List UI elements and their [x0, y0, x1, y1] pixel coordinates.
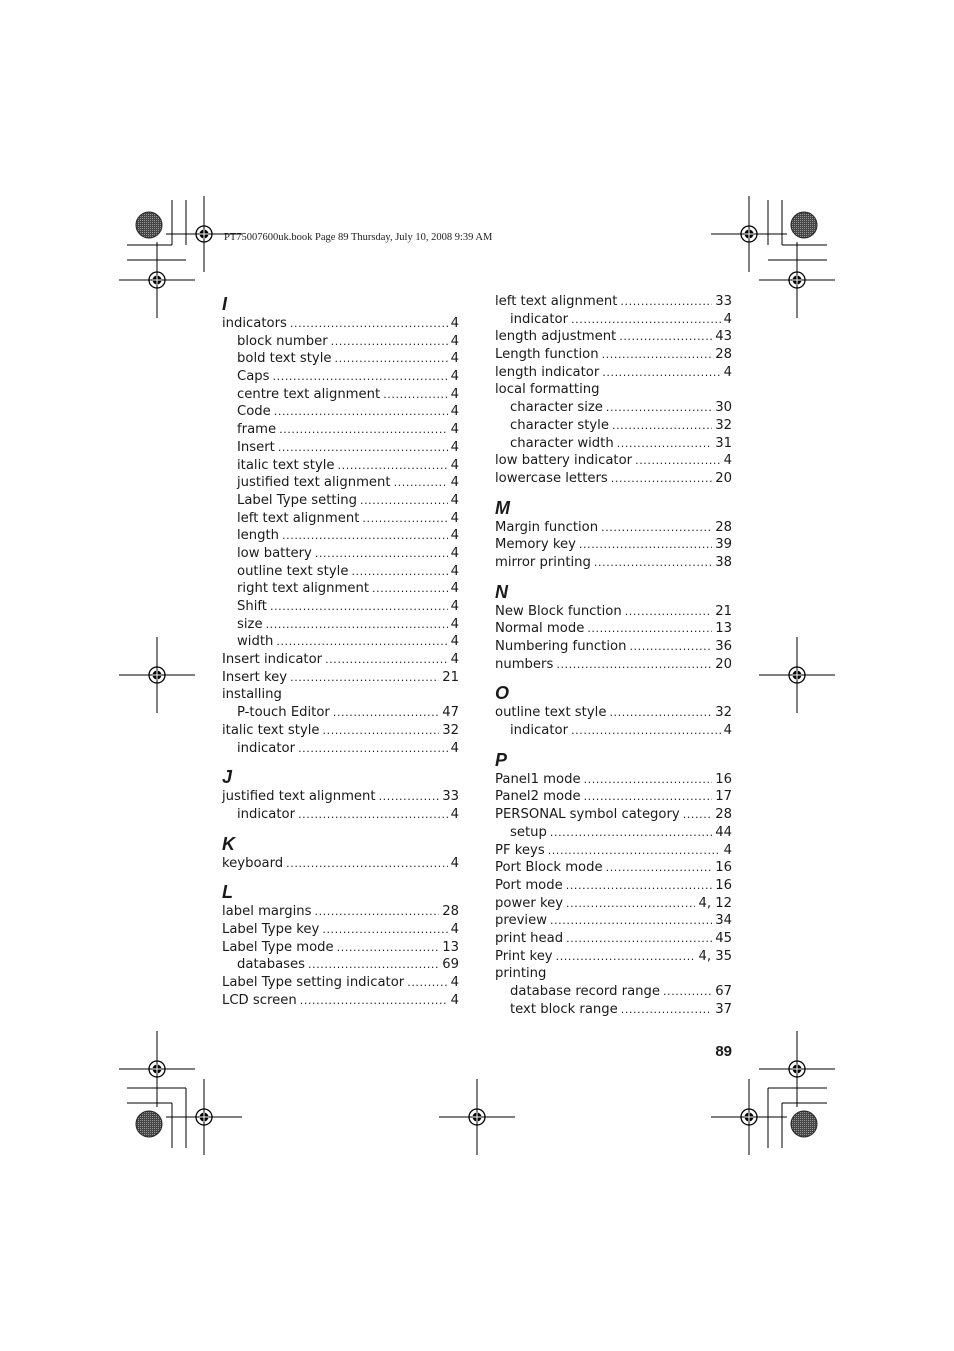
entry-page: 4: [450, 806, 459, 822]
crosshair-icon: [759, 1031, 835, 1107]
dot-leader: [298, 740, 448, 758]
entry-page: 4: [450, 510, 459, 526]
entry-term: centre text alignment: [237, 386, 381, 402]
entry-term: justified text alignment: [237, 475, 391, 491]
dot-leader: [617, 435, 713, 453]
index-subentry: [222, 474, 459, 492]
dot-leader: [338, 457, 448, 475]
dot-leader: [351, 563, 447, 581]
entry-page: 4: [450, 740, 459, 756]
entry-page: 28: [715, 807, 732, 823]
index-subentry: [495, 399, 732, 417]
dot-leader: [587, 620, 712, 638]
entry-term: PF keys: [495, 842, 545, 858]
section-letter: P: [495, 749, 508, 770]
index-entry: [222, 669, 459, 687]
dot-leader: [566, 877, 712, 895]
entry-page: 16: [715, 860, 732, 876]
index-entry: [495, 948, 732, 966]
entry-term: print head: [495, 930, 564, 946]
entry-term: Panel2 mode: [495, 789, 581, 805]
index-subentry: [495, 1001, 732, 1019]
entry-page: 20: [715, 656, 732, 672]
entry-page: 4: [450, 333, 459, 349]
index-subentry: [495, 435, 732, 453]
index-entry: [222, 974, 459, 992]
index-entry: [495, 842, 732, 860]
entry-term: preview: [495, 913, 547, 929]
dot-leader: [602, 364, 720, 382]
dot-leader: [620, 293, 712, 311]
dot-leader: [278, 439, 448, 457]
dot-leader: [612, 417, 712, 435]
dot-leader: [286, 855, 447, 873]
index-subentry: [222, 386, 459, 404]
index-entry: [495, 788, 732, 806]
entry-term: Caps: [237, 369, 270, 385]
entry-term: bold text style: [237, 351, 332, 367]
entry-page: 4, 12: [698, 895, 732, 911]
dot-leader: [611, 470, 712, 488]
dot-leader: [571, 722, 721, 740]
entry-term: P-touch Editor: [237, 705, 330, 721]
dot-leader: [394, 474, 448, 492]
entry-term: Normal mode: [495, 621, 585, 637]
dot-leader: [335, 350, 448, 368]
index-subentry: [222, 545, 459, 563]
index-subentry: [495, 722, 732, 740]
index-entry: [495, 930, 732, 948]
entry-term: installing: [222, 687, 282, 703]
dot-leader: [333, 704, 439, 722]
entry-term: LCD screen: [222, 992, 297, 1008]
entry-term: low battery indicator: [495, 453, 633, 469]
crosshair-icon: [711, 196, 787, 272]
entry-page: 4: [450, 369, 459, 385]
index-entry: [222, 788, 459, 806]
dot-leader: [566, 930, 712, 948]
index-subentry: [222, 333, 459, 351]
dot-leader: [606, 399, 712, 417]
index-entry: [495, 638, 732, 656]
entry-term: local formatting: [495, 382, 600, 398]
index-entry: [495, 877, 732, 895]
entry-page: 4: [450, 599, 459, 614]
index-section: [495, 682, 732, 739]
entry-page: 4: [450, 457, 459, 473]
page-number: 89: [715, 1043, 732, 1060]
dot-leader: [279, 421, 448, 439]
entry-page: 4: [450, 439, 459, 455]
entry-page: 4: [450, 386, 459, 402]
index-subentry: [222, 421, 459, 439]
dot-leader: [308, 956, 439, 974]
dot-leader: [274, 403, 448, 421]
entry-term: Label Type mode: [222, 939, 334, 955]
entry-term: character style: [510, 417, 609, 433]
entry-page: 4: [723, 364, 732, 380]
entry-term: indicator: [510, 723, 569, 739]
entry-page: 30: [715, 400, 732, 416]
section-letter: L: [222, 882, 233, 903]
entry-page: 4: [450, 475, 459, 491]
entry-page: 37: [715, 1001, 732, 1017]
dot-leader: [383, 386, 447, 404]
entry-page: 4: [723, 453, 732, 469]
entry-page: 39: [715, 537, 732, 553]
dot-leader: [556, 656, 712, 674]
index-entry: [495, 620, 732, 638]
index-entry: [495, 470, 732, 488]
entry-term: Insert indicator: [222, 652, 323, 668]
entry-page: 4: [450, 855, 459, 871]
entry-term: left text alignment: [237, 510, 360, 526]
dot-leader: [360, 492, 448, 510]
dot-leader: [325, 651, 448, 669]
entry-page: 47: [442, 705, 459, 721]
entry-page: 4: [450, 616, 459, 632]
entry-term: PERSONAL symbol category: [495, 807, 680, 823]
entry-page: 4: [450, 563, 459, 579]
entry-term: lowercase letters: [495, 470, 608, 486]
entry-page: 4: [450, 975, 459, 990]
entry-term: block number: [237, 333, 328, 349]
entry-page: 38: [715, 554, 732, 570]
entry-page: 4: [450, 992, 459, 1008]
entry-term: Length function: [495, 347, 599, 363]
index-entry: [495, 346, 732, 364]
print-header: PT75007600uk.book Page 89 Thursday, July 10, 2008 9:39 AM: [224, 232, 493, 243]
crosshair-icon: [711, 1079, 787, 1155]
entry-term: Numbering function: [495, 639, 627, 654]
entry-page: 69: [442, 957, 459, 973]
entry-term: numbers: [495, 656, 554, 672]
entry-term: Label Type setting: [237, 492, 357, 508]
index-entry: [495, 806, 732, 824]
index-entry: [495, 293, 732, 311]
dot-leader: [290, 669, 439, 687]
entry-term: Panel1 mode: [495, 771, 581, 787]
section-letter: O: [495, 683, 510, 704]
index-entry: [495, 656, 732, 674]
index-subentry: [222, 580, 459, 598]
dot-leader: [635, 452, 721, 470]
entry-page: 28: [715, 519, 732, 535]
entry-page: 4: [450, 652, 459, 668]
dot-leader: [407, 974, 447, 992]
entry-page: 44: [715, 824, 732, 840]
index-entry: [495, 452, 732, 470]
entry-page: 4: [450, 634, 459, 650]
entry-term: power key: [495, 895, 564, 911]
entry-page: 4: [450, 528, 459, 544]
entry-term: indicator: [237, 806, 296, 822]
index-subentry: [222, 956, 459, 974]
dot-leader: [550, 912, 712, 930]
dot-leader: [663, 983, 712, 1001]
dot-leader: [331, 333, 448, 351]
entry-page: 33: [442, 789, 459, 805]
section-letter: J: [222, 767, 233, 788]
entry-page: 21: [442, 669, 459, 685]
dot-leader: [571, 311, 721, 329]
entry-page: 28: [442, 904, 459, 920]
entry-page: 4: [450, 492, 459, 508]
entry-term: length adjustment: [495, 329, 617, 345]
crosshair-icon: [759, 242, 835, 318]
index-entry: [495, 536, 732, 554]
entry-page: 32: [715, 705, 732, 721]
index-subentry: [222, 368, 459, 386]
index-entry: [495, 859, 732, 877]
entry-page: 4: [450, 581, 459, 597]
entry-term: Insert: [237, 439, 275, 455]
index-entry: [495, 895, 732, 913]
index-entry: [495, 364, 732, 382]
dot-leader: [323, 722, 440, 740]
index-entry: [222, 903, 459, 921]
dot-leader: [609, 704, 712, 722]
index-subentry: [222, 492, 459, 510]
crosshair-icon: [119, 637, 195, 713]
entry-term: low battery: [237, 545, 312, 561]
index-section: [495, 293, 732, 488]
index-subentry: [222, 740, 459, 758]
crosshair-icon: [759, 637, 835, 713]
dot-leader: [579, 536, 712, 554]
entry-page: 32: [442, 722, 459, 738]
entry-term: Port Block mode: [495, 860, 603, 876]
index-entry: [495, 912, 732, 930]
entry-term: right text alignment: [237, 581, 370, 597]
entry-term: frame: [237, 422, 277, 438]
index-entry: [495, 328, 732, 346]
index-entry: [495, 381, 732, 399]
entry-term: Margin function: [495, 519, 599, 535]
index-subentry: [222, 633, 459, 651]
index-entry: [222, 651, 459, 669]
entry-term: italic text style: [222, 722, 320, 738]
dot-leader: [290, 315, 448, 333]
index-entry: [495, 554, 732, 572]
index-entry: [495, 519, 732, 537]
section-letter: N: [495, 581, 508, 602]
dot-leader: [548, 842, 721, 860]
entry-term: Print key: [495, 948, 553, 964]
dot-leader: [594, 554, 712, 572]
index-subentry: [495, 311, 732, 329]
index-subentry: [222, 806, 459, 824]
dot-leader: [270, 598, 448, 616]
dot-leader: [266, 616, 448, 634]
index-section: [495, 749, 732, 1019]
index-subentry: [222, 457, 459, 475]
index-subentry: [222, 616, 459, 634]
entry-term: Label Type setting indicator: [222, 975, 405, 990]
entry-page: 21: [715, 603, 732, 619]
crosshair-icon: [166, 1079, 242, 1155]
index-section: [222, 293, 459, 757]
index-subentry: [495, 824, 732, 842]
entry-page: 13: [442, 939, 459, 955]
index-entry: [222, 992, 459, 1010]
index-subentry: [222, 704, 459, 722]
entry-page: 13: [715, 621, 732, 637]
entry-term: indicators: [222, 316, 287, 331]
entry-page: 34: [715, 913, 732, 929]
entry-page: 20: [715, 470, 732, 486]
index-column-right: [495, 293, 732, 1018]
index-subentry: [222, 527, 459, 545]
index-entry: [495, 603, 732, 621]
entry-term: New Block function: [495, 603, 622, 619]
section-letter: M: [495, 497, 510, 518]
dot-leader: [322, 921, 447, 939]
entry-page: 4: [723, 311, 732, 327]
entry-term: databases: [237, 957, 306, 973]
dot-leader: [629, 638, 712, 656]
index-subentry: [222, 439, 459, 457]
dot-leader: [683, 806, 712, 824]
dot-leader: [621, 1001, 712, 1019]
index-entry: [222, 315, 459, 333]
section-letter: I: [222, 294, 228, 314]
entry-page: 45: [715, 930, 732, 946]
entry-page: 36: [715, 639, 732, 654]
dot-leader: [298, 806, 448, 824]
dot-leader: [315, 545, 448, 563]
entry-page: 4: [450, 316, 459, 331]
dot-leader: [273, 368, 448, 386]
entry-page: 4: [450, 351, 459, 367]
index-entry: [222, 921, 459, 939]
index-section: [222, 766, 459, 823]
entry-term: outline text style: [495, 705, 607, 721]
index-subentry: [222, 350, 459, 368]
entry-page: 16: [715, 877, 732, 893]
entry-page: 4: [723, 723, 732, 739]
entry-term: printing: [495, 966, 547, 982]
section-letter: K: [222, 833, 235, 854]
dot-leader: [550, 824, 712, 842]
entry-term: keyboard: [222, 855, 284, 871]
index-subentry: [222, 563, 459, 581]
crosshair-icon: [439, 1079, 515, 1155]
entry-term: length: [237, 528, 280, 544]
dot-leader: [556, 948, 696, 966]
dot-leader: [601, 519, 712, 537]
entry-page: 31: [715, 435, 732, 451]
dot-leader: [300, 992, 448, 1010]
dot-leader: [584, 788, 713, 806]
entry-term: indicator: [510, 311, 569, 327]
crosshair-icon: [119, 242, 195, 318]
dot-leader: [584, 771, 713, 789]
entry-term: Insert key: [222, 669, 288, 685]
index-column-left: [222, 293, 459, 1009]
entry-term: indicator: [237, 740, 296, 756]
index-entry: [495, 771, 732, 789]
dot-leader: [379, 788, 440, 806]
index-entry: [222, 686, 459, 704]
entry-page: 4: [450, 422, 459, 438]
entry-term: width: [237, 634, 274, 650]
entry-term: mirror printing: [495, 554, 591, 570]
index-section: [495, 497, 732, 572]
entry-term: Code: [237, 404, 271, 420]
entry-term: database record range: [510, 984, 660, 999]
entry-page: 28: [715, 347, 732, 363]
index-entry: [222, 722, 459, 740]
entry-term: length indicator: [495, 364, 600, 380]
index-subentry: [222, 598, 459, 616]
index-entry: [495, 965, 732, 983]
dot-leader: [619, 328, 712, 346]
dot-leader: [372, 580, 448, 598]
entry-page: 32: [715, 417, 732, 433]
index-entry: [222, 855, 459, 873]
entry-page: 43: [715, 329, 732, 345]
entry-page: 4, 35: [698, 948, 732, 964]
dot-leader: [276, 633, 447, 651]
entry-page: 4: [723, 842, 732, 858]
entry-term: justified text alignment: [222, 789, 376, 805]
entry-term: character width: [510, 435, 614, 451]
entry-page: 67: [715, 984, 732, 999]
entry-page: 4: [450, 404, 459, 420]
index-section: [495, 581, 732, 674]
dot-leader: [625, 603, 713, 621]
entry-term: Memory key: [495, 537, 576, 553]
index-subentry: [495, 983, 732, 1001]
entry-page: 4: [450, 921, 459, 937]
index-section: [222, 881, 459, 1009]
crosshair-icon: [119, 1031, 195, 1107]
entry-term: size: [237, 616, 263, 632]
index-section: [222, 833, 459, 873]
entry-page: 33: [715, 294, 732, 309]
entry-page: 4: [450, 545, 459, 561]
entry-term: character size: [510, 400, 603, 416]
dot-leader: [606, 859, 713, 877]
entry-term: label margins: [222, 904, 312, 920]
entry-term: outline text style: [237, 563, 349, 579]
dot-leader: [337, 939, 440, 957]
dot-leader: [282, 527, 448, 545]
index-entry: [222, 939, 459, 957]
dot-leader: [602, 346, 713, 364]
index-subentry: [222, 403, 459, 421]
dot-leader: [314, 903, 439, 921]
entry-term: text block range: [510, 1001, 618, 1017]
entry-term: Port mode: [495, 877, 563, 893]
entry-page: 17: [715, 789, 732, 805]
entry-page: 16: [715, 771, 732, 787]
dot-leader: [362, 510, 447, 528]
entry-term: Shift: [237, 599, 267, 614]
entry-term: italic text style: [237, 457, 335, 473]
index-entry: [495, 704, 732, 722]
entry-term: setup: [510, 824, 547, 840]
entry-term: Label Type key: [222, 921, 320, 937]
entry-term: left text alignment: [495, 294, 618, 309]
dot-leader: [566, 895, 695, 913]
index-subentry: [495, 417, 732, 435]
index-subentry: [222, 510, 459, 528]
